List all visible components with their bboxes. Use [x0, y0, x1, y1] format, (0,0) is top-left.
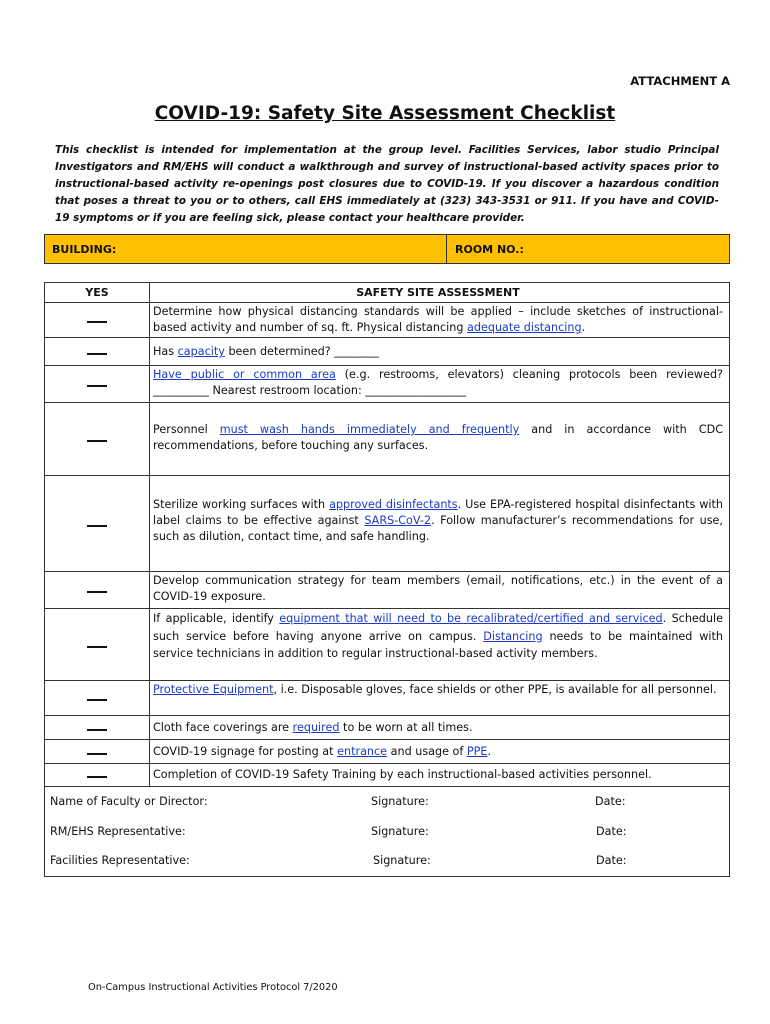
yes-cell[interactable]	[45, 740, 150, 763]
table-row	[45, 681, 729, 716]
date-field[interactable]: Date:	[595, 795, 626, 808]
location-band	[44, 234, 730, 264]
assessment-text: Has capacity been determined? ________	[153, 345, 379, 358]
yes-blank-line	[87, 776, 107, 778]
table-header-row	[45, 283, 729, 303]
date-field[interactable]: Date:	[596, 854, 627, 867]
reference-link[interactable]: entrance	[337, 745, 388, 758]
reference-link[interactable]: SARS-CoV-2	[364, 514, 432, 527]
reference-link[interactable]: Protective Equipment	[153, 683, 274, 696]
yes-header: YES	[85, 286, 109, 299]
assessment-text: COVID-19 signage for posting at entrance and usage of PPE.	[153, 745, 492, 758]
table-row	[45, 366, 729, 403]
signature-field[interactable]: Signature:	[373, 854, 431, 867]
signature-row	[45, 787, 729, 817]
assessment-text: Sterilize working surfaces with approved disinfectants. Use EPA-registered hospital disinfectants with label claims to be effective against SARS-CoV-2. Follow manufacturer’s recommendations for use, such as dilution, contact time, and safe handling.	[153, 498, 724, 543]
intro-paragraph: This checklist is intended for implementation at the group level. Facilities Services, labor studio Principal Investigators and RM/EHS will conduct a walkthrough and survey of instructional-based activity spaces prior to instructional-based activity re-openings post closures due to COVID-19. If you discover a hazardous condition that poses a threat to you or to others, call EHS immediately at (323) 343-3531 or 911. If you have and COVID-19 symptoms or if you are feeling sick, please contact your healthcare provider.	[55, 144, 719, 224]
footer-text: On-Campus Instructional Activities Protocol 7/2020	[88, 982, 338, 993]
assessment-text: Protective Equipment, i.e. Disposable gloves, face shields or other PPE, is available for all personnel.	[153, 683, 717, 696]
reference-link[interactable]: approved disinfectants	[329, 498, 458, 511]
reference-link[interactable]: required	[292, 721, 340, 734]
reference-link[interactable]: Have public or common area	[153, 368, 336, 381]
table-row	[45, 303, 729, 338]
signature-block	[44, 786, 730, 877]
table-row	[45, 338, 729, 366]
table-row	[45, 572, 729, 609]
yes-cell[interactable]	[45, 403, 150, 475]
yes-blank-line	[87, 753, 107, 755]
yes-cell[interactable]	[45, 716, 150, 739]
assessment-text: Determine how physical distancing standards will be applied – include sketches of instructional-based activity and number of sq. ft. Physical distancing adequate distancing.	[153, 305, 723, 334]
reference-link[interactable]: adequate distancing	[467, 321, 582, 334]
assessment-text: Have public or common area (e.g. restrooms, elevators) cleaning protocols been reviewed? __________ Nearest restroom location: __________________	[153, 368, 723, 397]
yes-cell[interactable]	[45, 366, 150, 402]
assessment-text: Develop communication strategy for team members (email, notifications, etc.) in the event of a COVID-19 exposure.	[153, 574, 723, 603]
yes-blank-line	[87, 729, 107, 731]
table-row	[45, 764, 729, 786]
attachment-label: ATTACHMENT A	[630, 74, 730, 88]
reference-link[interactable]: capacity	[177, 345, 225, 358]
assessment-text: Completion of COVID-19 Safety Training by each instructional-based activities personnel.	[153, 768, 652, 781]
table-row	[45, 403, 729, 476]
yes-blank-line	[87, 591, 107, 593]
yes-cell[interactable]	[45, 681, 150, 715]
yes-blank-line	[87, 699, 107, 701]
assessment-text: Personnel must wash hands immediately and frequently and in accordance with CDC recommendations, before touching any surfaces.	[153, 423, 724, 452]
table-row	[45, 609, 729, 681]
reference-link[interactable]: PPE	[466, 745, 488, 758]
role-label: Name of Faculty or Director:	[50, 795, 208, 808]
reference-link[interactable]: equipment that will need to be recalibrated/certified and serviced	[279, 612, 663, 625]
signature-row	[45, 817, 729, 847]
signature-row	[45, 846, 729, 876]
yes-cell[interactable]	[45, 764, 150, 786]
assessment-text: If applicable, identify equipment that will need to be recalibrated/certified and serviced. Schedule such service before having anyone arrive on campus. Distancing needs to be maintained with service technicians in addition to regular instructional-based activity members.	[153, 612, 723, 660]
assessment-table	[44, 282, 730, 787]
page-title: COVID-19: Safety Site Assessment Checklist	[154, 103, 616, 124]
assessment-header: SAFETY SITE ASSESSMENT	[356, 286, 520, 299]
yes-cell[interactable]	[45, 572, 150, 608]
yes-blank-line	[87, 353, 107, 355]
yes-cell[interactable]	[45, 338, 150, 365]
yes-blank-line	[87, 385, 107, 387]
yes-cell[interactable]	[45, 303, 150, 337]
signature-field[interactable]: Signature:	[371, 795, 429, 808]
role-label: Facilities Representative:	[50, 854, 190, 867]
yes-cell[interactable]	[45, 609, 150, 680]
yes-blank-line	[87, 525, 107, 527]
yes-blank-line	[87, 440, 107, 442]
reference-link[interactable]: must wash hands immediately and frequently	[219, 423, 520, 436]
table-row	[45, 476, 729, 572]
yes-cell[interactable]	[45, 476, 150, 571]
signature-field[interactable]: Signature:	[371, 824, 429, 838]
building-label: BUILDING:	[52, 243, 117, 256]
yes-blank-line	[87, 646, 107, 648]
yes-blank-line	[87, 321, 107, 323]
table-row	[45, 740, 729, 764]
reference-link[interactable]: Distancing	[483, 629, 543, 643]
assessment-text: Cloth face coverings are required to be worn at all times.	[153, 721, 473, 734]
role-label: RM/EHS Representative:	[50, 824, 186, 838]
room-label: ROOM NO.:	[455, 243, 524, 256]
table-row	[45, 716, 729, 740]
date-field[interactable]: Date:	[596, 824, 627, 838]
location-divider	[446, 235, 447, 263]
